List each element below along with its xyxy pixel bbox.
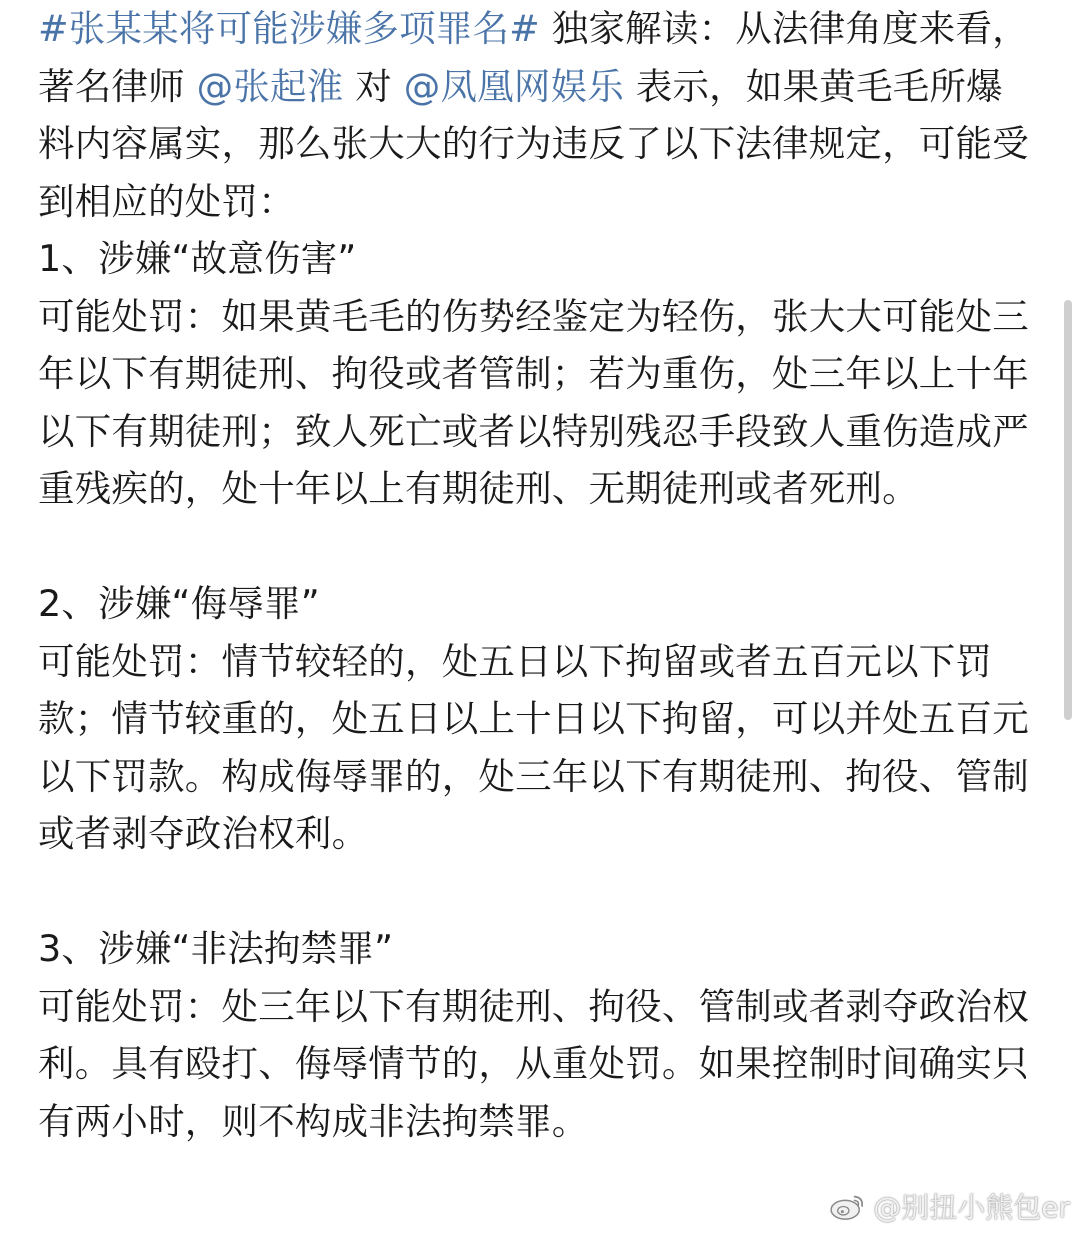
- section-3-penalty: 可能处罚：处三年以下有期徒刑、拘役、管制或者剥夺政治权利。具有殴打、侮辱情节的，从重处罚。如果控制时间确实只有两小时，则不构成非法拘禁罪。: [38, 984, 1029, 1143]
- intro-text-c: 表示，如果黄毛毛所爆料内容属实，那么张大大的行为违反了以下法律规定，可能受到相应的处罚：: [38, 64, 1029, 223]
- intro-text-b: 对: [343, 64, 392, 108]
- post-body: [38, 0, 1038, 1150]
- scrollbar[interactable]: [1064, 300, 1072, 720]
- watermark-text: @别扭小熊包er: [873, 1191, 1070, 1224]
- mention-media-link[interactable]: @凤凰网娱乐: [403, 64, 624, 108]
- hashtag-link[interactable]: #张某某将可能涉嫌多项罪名#: [38, 7, 540, 50]
- mention-lawyer-link[interactable]: @张起淮: [196, 64, 344, 108]
- section-2-penalty: 可能处罚：情节较轻的，处五日以下拘留或者五百元以下罚款；情节较重的，处五日以上十日以下拘留，可以并处五百元以下罚款。构成侮辱罪的，处三年以下有期徒刑、拘役、管制或者剥夺政治权利。: [38, 639, 1029, 855]
- post-intro: [38, 0, 1038, 230]
- weibo-icon: [829, 1191, 867, 1221]
- intro-text-a: 独家解读：从法律角度来看，著名律师: [38, 7, 1029, 108]
- paragraph-gap: [38, 863, 1038, 921]
- section-3-heading: 3、涉嫌“非法拘禁罪”: [38, 927, 394, 970]
- section-1-heading: 1、涉嫌“故意伤害”: [38, 237, 357, 280]
- paragraph-gap: [38, 518, 1038, 576]
- section-2-heading: 2、涉嫌“侮辱罪”: [38, 582, 320, 625]
- watermark: [829, 1186, 1070, 1226]
- section-1-penalty: 可能处罚：如果黄毛毛的伤势经鉴定为轻伤，张大大可能处三年以下有期徒刑、拘役或者管制；若为重伤，处三年以上十年以下有期徒刑；致人死亡或者以特别残忍手段致人重伤造成严重残疾的，处十年以上有期徒刑、无期徒刑或者死刑。: [38, 294, 1029, 510]
